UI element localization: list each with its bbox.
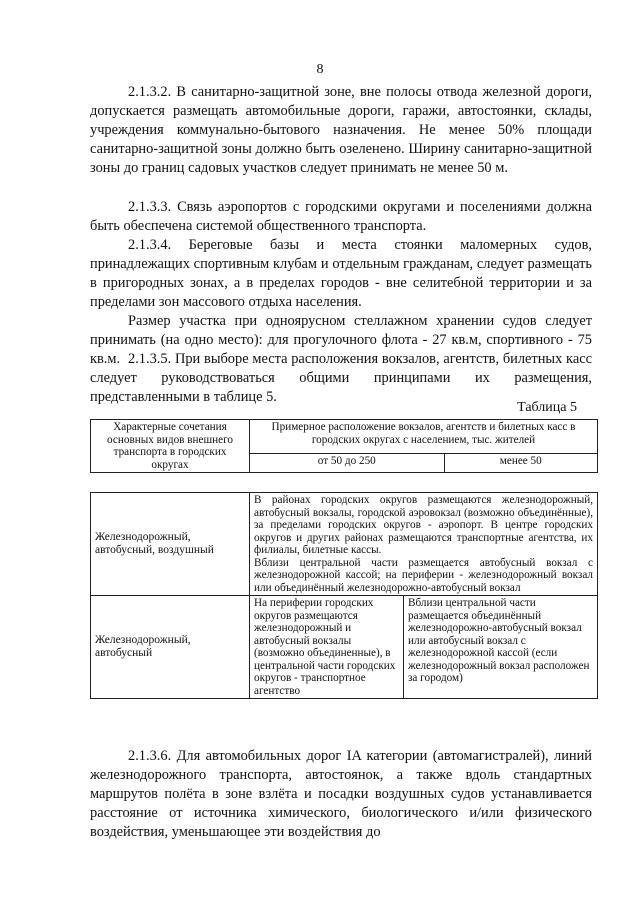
header-placement: Примерное расположение вокзалов, агентств и билетных касс в городских округах с населением, тыс. жителей — [250, 420, 598, 454]
table-5-header — [90, 419, 598, 473]
table-row — [91, 596, 598, 699]
table-row — [91, 493, 598, 596]
row-rail-bus-under-50: Вблизи центральной части размещается объединённый железнодорожно-автобусный вокзал или автобусный вокзал с железнодорожной кассой (если железнодорожный вокзал расположен за городом) — [404, 596, 598, 699]
header-50-250: от 50 до 250 — [250, 454, 445, 473]
header-transport-types: Характерные сочетания основных видов внешнего транспорта в городских округах — [91, 420, 250, 473]
paragraph-2-1-3-5: 2.1.3.5. При выборе места расположения вокзалов, агентств, билетных касс следует руководствоваться общими принципами их размещения, представленными в таблице 5. — [90, 351, 592, 405]
table-caption: Таблица 5 — [517, 400, 577, 415]
placement-text-1: В районах городских округов размещаются железнодорожный, автобусный вокзалы, городской аэровокзал (возможно объединённые), за пределами городских округов - аэропорт. В центре городских округов и других районах размещаются транспортные агентства, их филиалы, билетные кассы. — [254, 494, 593, 556]
placement-text-2: Вблизи центральной части размещается автобусный вокзал с железнодорожной кассой; на периферии - железнодорожный вокзал или объединённый железнодорожно-автобусный вокзал — [254, 556, 593, 594]
page-number: 8 — [316, 62, 324, 77]
header-under-50: менее 50 — [444, 454, 597, 473]
row-rail-bus-50-250: На периферии городских округов размещаются железнодорожный и автобусный вокзалы (возможно объединенные), в центральной части городских округов - транспортное агентство — [250, 596, 404, 699]
paragraph-2-1-3-2: 2.1.3.2. В санитарно-защитной зоне, вне полосы отвода железной дороги, допускается размещать автомобильные дороги, гаражи, автостоянки, склады, учреждения коммунально-бытового назначения. Не менее 50% площади санитарно-защитной зоны должно быть озеленено. Ширину санитарно-защитной зоны до границ садовых участков следует принимать не менее 50 м. — [90, 84, 592, 176]
row-rail-bus-air-placement — [250, 493, 598, 596]
paragraph-plot-size: Размер участка при одноярусном стеллажном хранении судов следует принимать (на одно место): для прогулочного флота - 27 кв.м, спортивного - 75 кв.м. — [90, 313, 592, 367]
paragraph-2-1-3-6: 2.1.3.6. Для автомобильных дорог IA категории (автомагистралей), линий железнодорожного транспорта, автостоянок, а также вдоль стандартных маршрутов полёта в зоне взлёта и посадки воздушных судов устанавливается расстояние от источника химического, биологического и/или физического воздействия, уменьшающее эти воздействия до — [90, 748, 592, 840]
table-5-body — [90, 492, 598, 699]
paragraph-2-1-3-3: 2.1.3.3. Связь аэропортов с городскими округами и поселениями должна быть обеспечена системой общественного транспорта. — [90, 199, 592, 234]
row-label-rail-bus-air: Железнодорожный, автобусный, воздушный — [91, 493, 250, 596]
row-label-rail-bus: Железнодорожный, автобусный — [91, 596, 250, 699]
paragraph-2-1-3-4: 2.1.3.4. Береговые базы и места стоянки маломерных судов, принадлежащих спортивным клубам и отдельным гражданам, следует размещать в пригородных зонах, а в пределах городов - вне селитебной территории и за пределами зон массового отдыха населения. — [90, 237, 592, 310]
